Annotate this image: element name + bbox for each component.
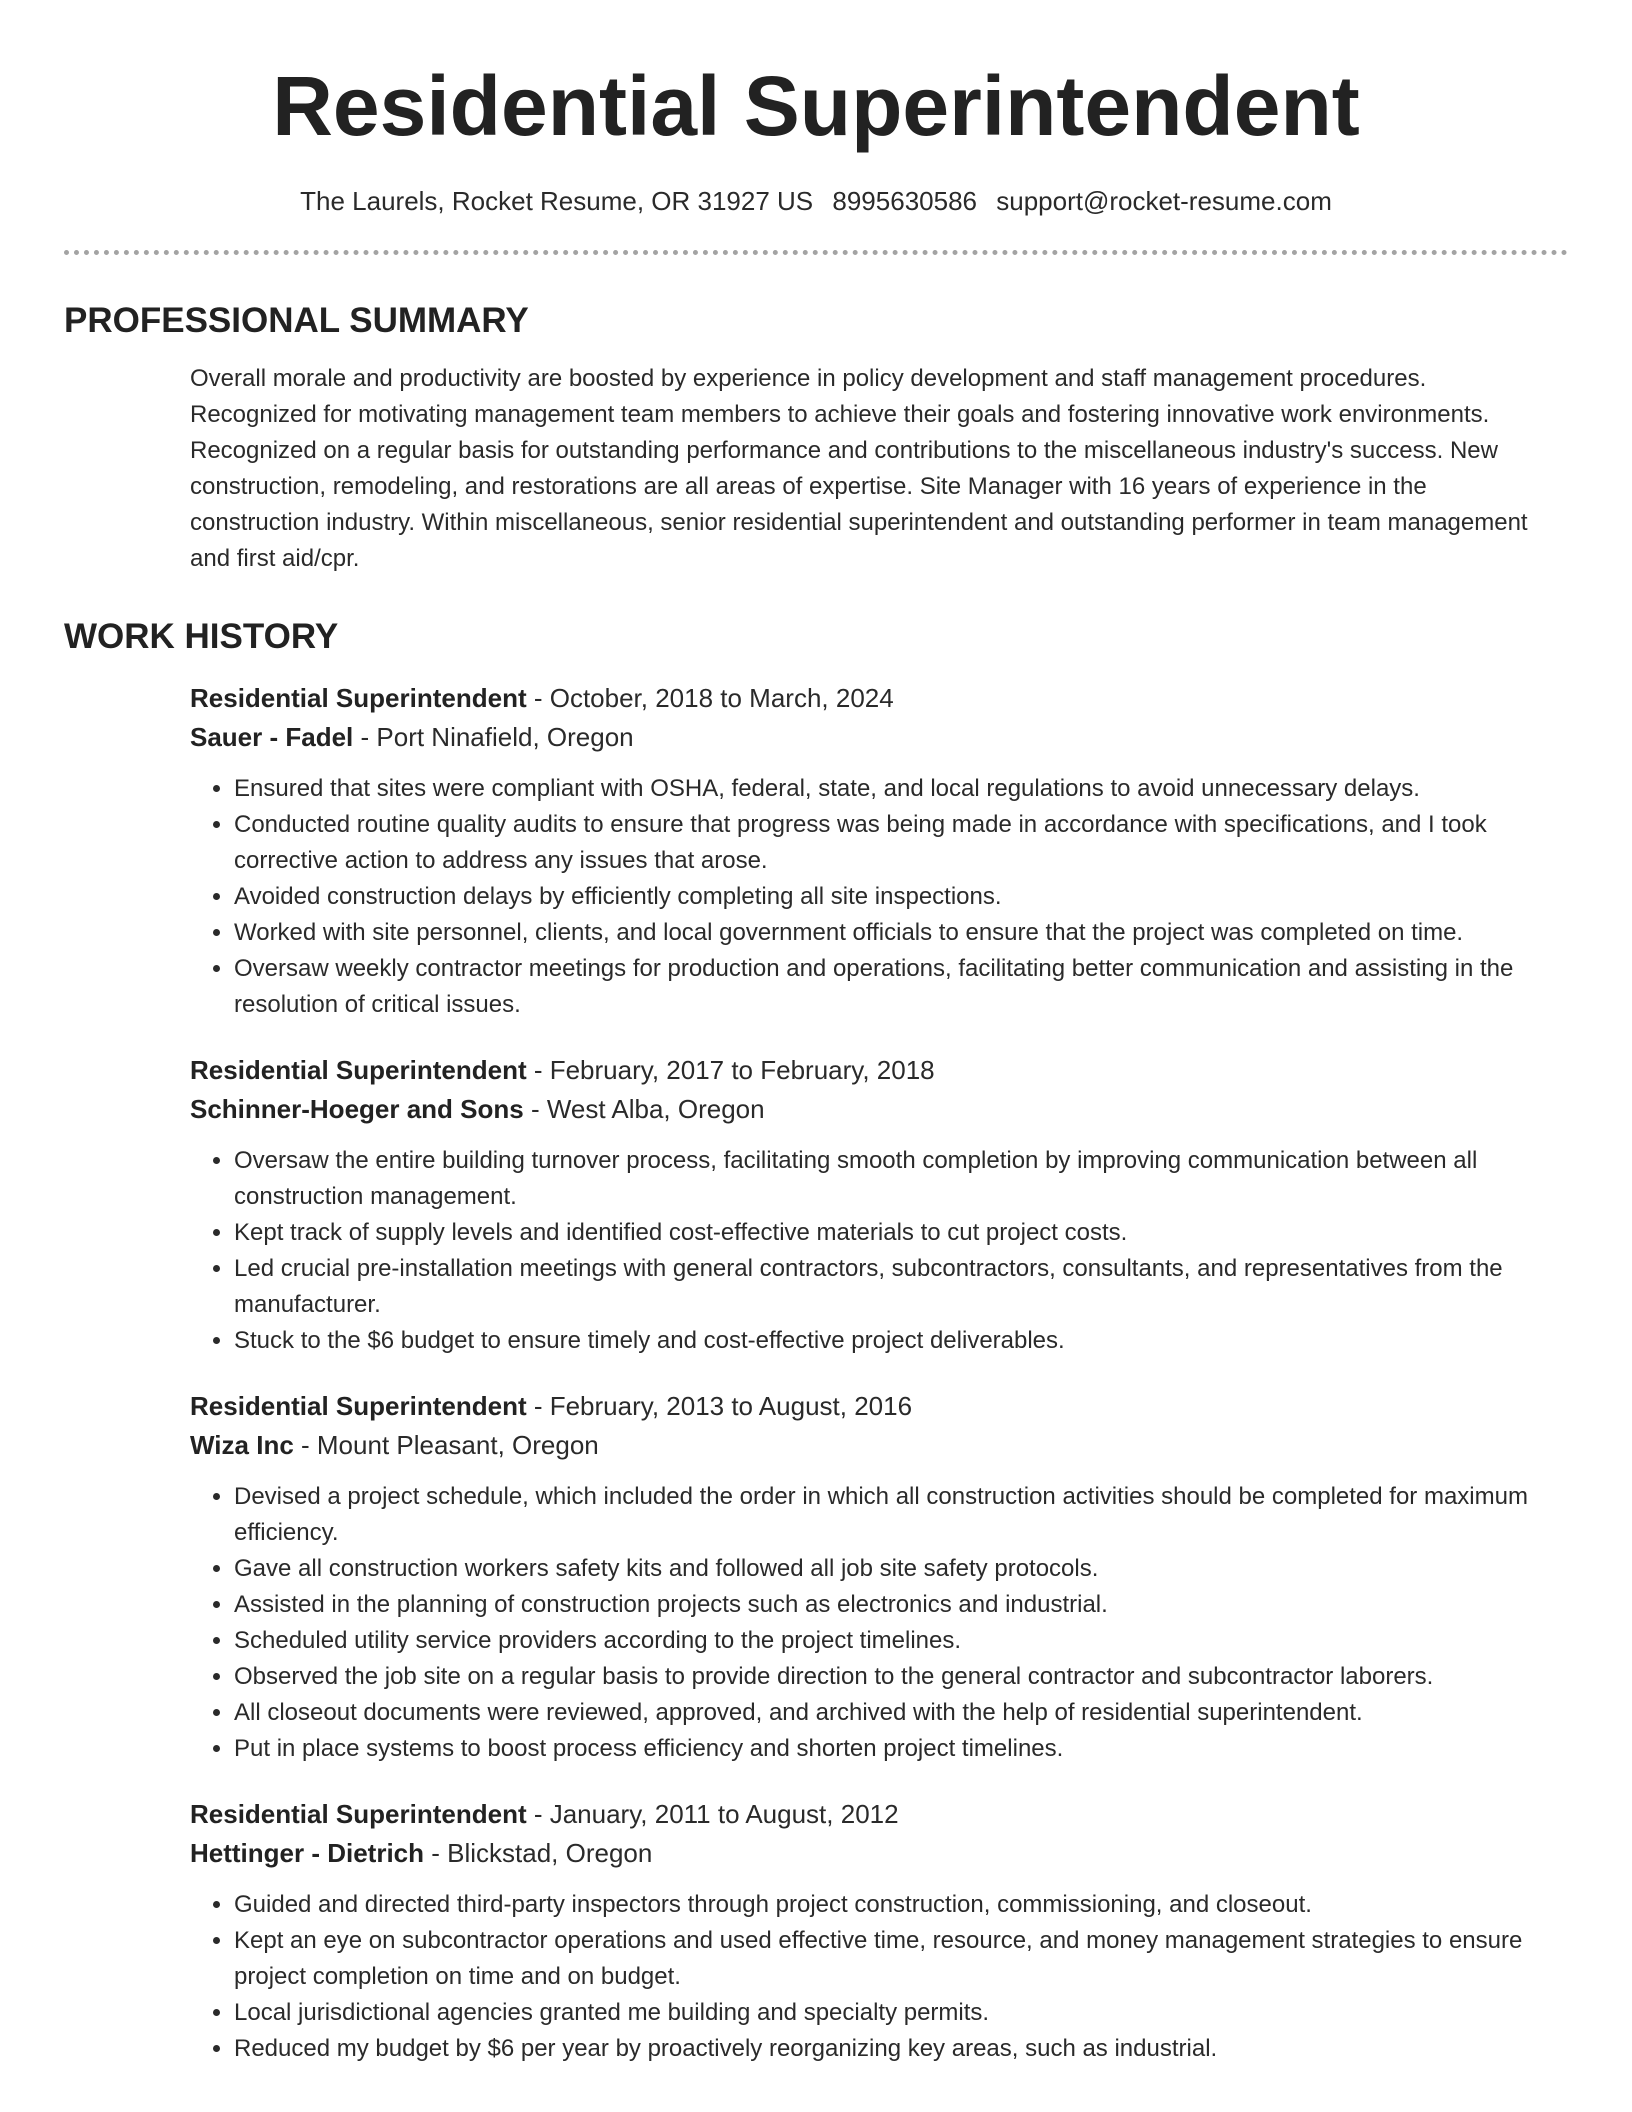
job-bullets <box>190 1887 1548 2067</box>
job-bullet: • Led crucial pre-installation meetings with general contractors, subcontractors, consultants, and representatives from the manufacturer. <box>234 1251 1548 1323</box>
contact-email: support@rocket-resume.com <box>996 186 1332 216</box>
job-role: Residential Superintendent <box>190 1391 527 1421</box>
summary-section-title: PROFESSIONAL SUMMARY <box>64 301 529 340</box>
job-bullet: • Ensured that sites were compliant with OSHA, federal, state, and local regulations to avoid unnecessary delays. <box>234 771 1548 807</box>
job-entry <box>190 1387 1548 1767</box>
job-role-line <box>190 1051 1548 1090</box>
job-bullet: • Kept track of supply levels and identified cost-effective materials to cut project costs. <box>234 1215 1548 1251</box>
job-bullet: • Put in place systems to boost process efficiency and shorten project timelines. <box>234 1731 1548 1767</box>
job-bullet: • Devised a project schedule, which included the order in which all construction activities should be completed for maximum efficiency. <box>234 1479 1548 1551</box>
job-role: Residential Superintendent <box>190 1799 527 1829</box>
summary-section <box>64 361 1568 577</box>
job-bullet: • Stuck to the $6 budget to ensure timely and cost-effective project deliverables. <box>234 1323 1548 1359</box>
job-bullet: • All closeout documents were reviewed, approved, and archived with the help of residential superintendent. <box>234 1695 1548 1731</box>
job-entry <box>190 1795 1548 2067</box>
job-company: Sauer - Fadel <box>190 722 354 752</box>
job-bullet: • Oversaw the entire building turnover process, facilitating smooth completion by improving communication between all construction management. <box>234 1143 1548 1215</box>
job-bullet: • Guided and directed third-party inspectors through project construction, commissioning, and closeout. <box>234 1887 1548 1923</box>
job-company-line <box>190 1426 1548 1465</box>
job-bullet: • Reduced my budget by $6 per year by proactively reorganizing key areas, such as industrial. <box>234 2031 1548 2067</box>
job-dates: - October, 2018 to March, 2024 <box>526 683 894 713</box>
job-role: Residential Superintendent <box>190 1055 527 1085</box>
job-company-line <box>190 1090 1548 1129</box>
job-company: Wiza Inc <box>190 1430 294 1460</box>
contact-address: The Laurels, Rocket Resume, OR 31927 US <box>300 186 814 216</box>
job-entry <box>190 679 1548 1023</box>
job-dates: - February, 2017 to February, 2018 <box>526 1055 935 1085</box>
job-bullet: • Gave all construction workers safety kits and followed all job site safety protocols. <box>234 1551 1548 1587</box>
candidate-name: Residential Superintendent <box>272 59 1360 153</box>
job-role-line <box>190 679 1548 718</box>
job-company-line <box>190 718 1548 757</box>
work-history-section <box>64 679 1568 2067</box>
job-company-line <box>190 1834 1548 1873</box>
resume-header <box>64 0 1568 218</box>
contact-phone: 8995630586 <box>832 186 977 216</box>
job-bullet: • Worked with site personnel, clients, and local government officials to ensure that the project was completed on time. <box>234 915 1548 951</box>
job-role-line <box>190 1795 1548 1834</box>
job-bullet: • Kept an eye on subcontractor operations and used effective time, resource, and money management strategies to ensure project completion on time and on budget. <box>234 1923 1548 1995</box>
job-bullet: • Assisted in the planning of construction projects such as electronics and industrial. <box>234 1587 1548 1623</box>
summary-text: Overall morale and productivity are boosted by experience in policy development and staff management procedures. Recognized for motivating management team members to achieve their goals and fostering innovative work environments. Recognized on a regular basis for outstanding performance and contributions to the miscellaneous industry's success. New construction, remodeling, and restorations are all areas of expertise. Site Manager with 16 years of experience in the construction industry. Within miscellaneous, senior residential superintendent and outstanding performer in team management and first aid/cpr. <box>190 365 1528 572</box>
job-company: Schinner-Hoeger and Sons <box>190 1094 524 1124</box>
work-history-section-title: WORK HISTORY <box>64 617 339 656</box>
job-bullets <box>190 771 1548 1023</box>
job-role-line <box>190 1387 1548 1426</box>
job-location: - Port Ninafield, Oregon <box>353 722 634 752</box>
job-bullet: • Scheduled utility service providers according to the project timelines. <box>234 1623 1548 1659</box>
job-dates: - January, 2011 to August, 2012 <box>526 1799 899 1829</box>
job-location: - Blickstad, Oregon <box>424 1838 653 1868</box>
job-location: - Mount Pleasant, Oregon <box>293 1430 599 1460</box>
job-bullet: • Conducted routine quality audits to ensure that progress was being made in accordance with specifications, and I took corrective action to address any issues that arose. <box>234 807 1548 879</box>
job-location: - West Alba, Oregon <box>523 1094 765 1124</box>
job-role: Residential Superintendent <box>190 683 527 713</box>
job-entry <box>190 1051 1548 1359</box>
job-bullets <box>190 1143 1548 1359</box>
job-dates: - February, 2013 to August, 2016 <box>526 1391 913 1421</box>
job-bullet: • Oversaw weekly contractor meetings for production and operations, facilitating better communication and assisting in the resolution of critical issues. <box>234 951 1548 1023</box>
header-divider <box>64 250 1568 255</box>
job-bullet: • Avoided construction delays by efficiently completing all site inspections. <box>234 879 1548 915</box>
job-bullet: • Observed the job site on a regular basis to provide direction to the general contractor and subcontractor laborers. <box>234 1659 1548 1695</box>
job-company: Hettinger - Dietrich <box>190 1838 425 1868</box>
job-bullets <box>190 1479 1548 1767</box>
job-bullet: • Local jurisdictional agencies granted me building and specialty permits. <box>234 1995 1548 2031</box>
contact-line <box>64 184 1568 218</box>
